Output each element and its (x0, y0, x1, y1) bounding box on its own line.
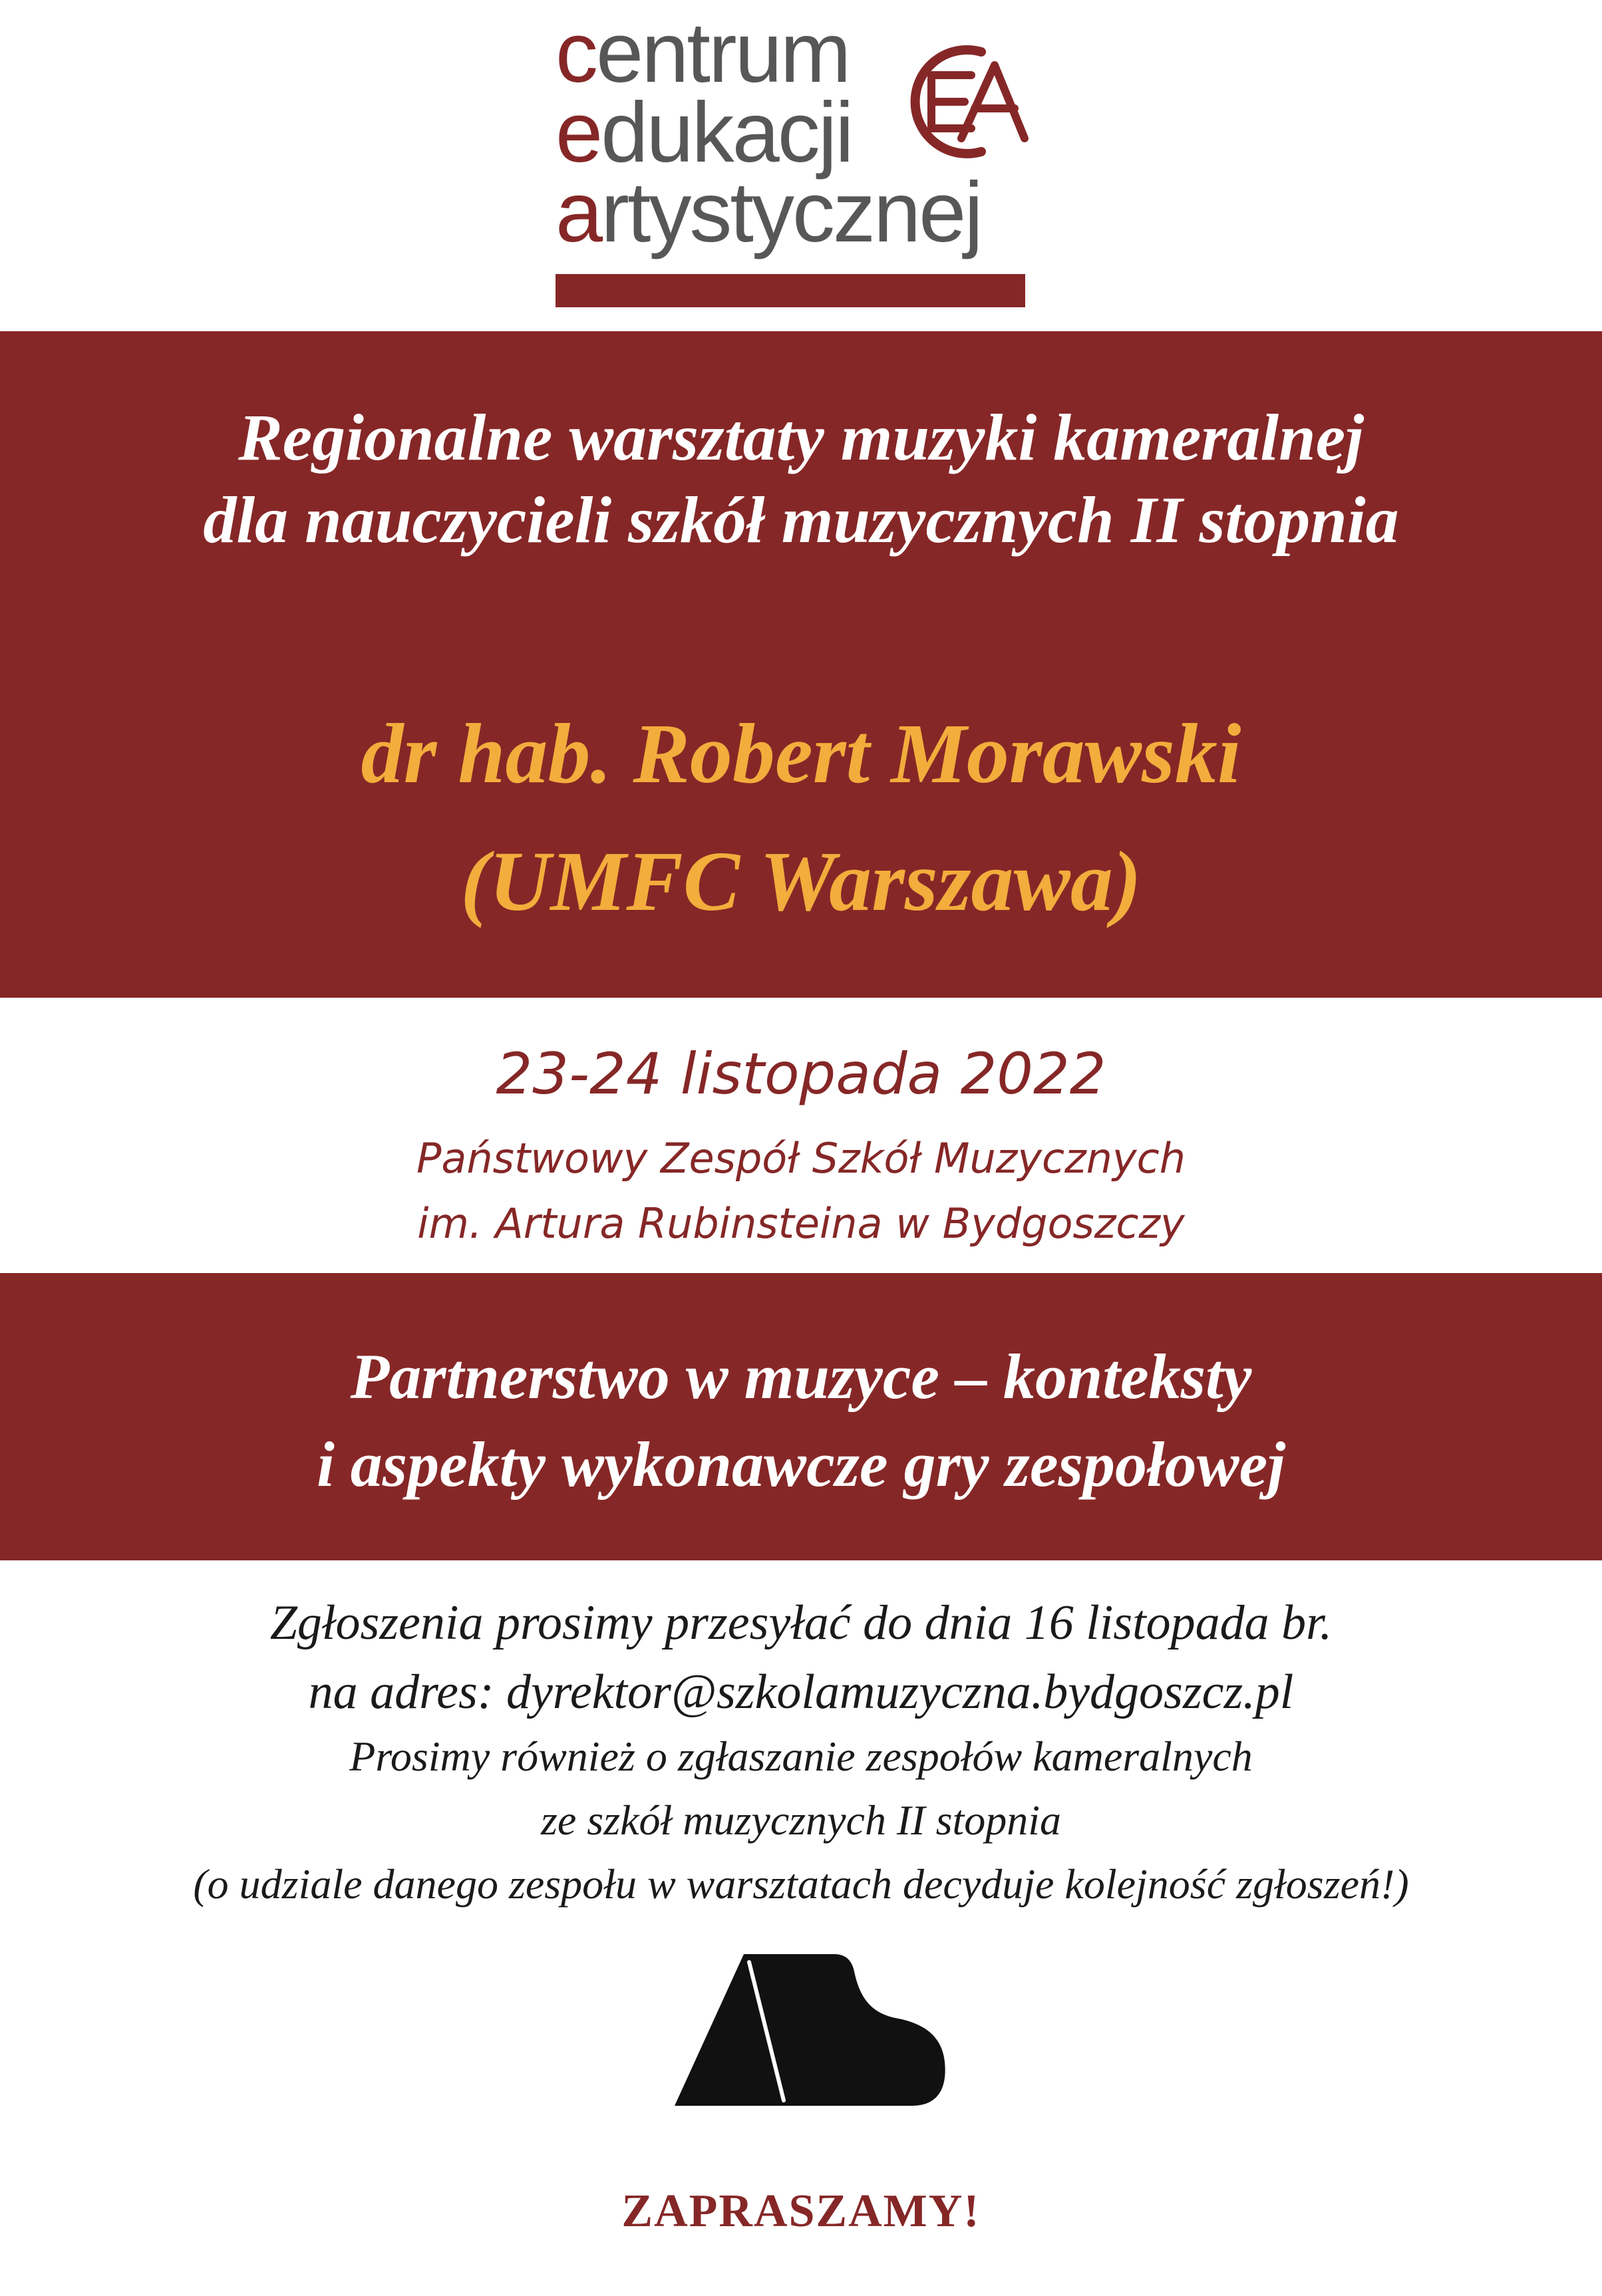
venue-line-2: im. Artura Rubinsteina w Bydgoszczy (417, 1199, 1185, 1248)
venue-line-1: Państwowy Zespół Szkół Muzycznych (416, 1134, 1186, 1183)
info-note: (o udziale danego zespołu w warsztatach decyduje kolejność zgłoszeń!) (193, 1860, 1409, 1908)
logo-line-edukacji: edukacji (556, 85, 852, 180)
title-line-2: dla nauczycieli szkół muzycznych II stopnia (203, 483, 1399, 557)
topic-line-2: i aspekty wykonawcze gry zespołowej (317, 1429, 1285, 1500)
speaker-affiliation: (UMFC Warszawa) (460, 834, 1142, 929)
topic-line-1: Partnerstwo w muzyce – konteksty (350, 1341, 1252, 1412)
logo-underline-bar (556, 274, 1025, 307)
speaker-name: dr hab. Robert Morawski (361, 706, 1241, 801)
title-line-1: Regionalne warsztaty muzyki kameralnej (238, 400, 1364, 474)
info-ensembles-2: ze szkół muzycznych II stopnia (540, 1796, 1062, 1844)
grand-piano-icon (671, 1949, 950, 2108)
cea-monogram-icon (881, 25, 1035, 178)
closing-invitation: ZAPRASZAMY! (621, 2186, 981, 2237)
info-ensembles: Prosimy również o zgłaszanie zespołów kameralnych (349, 1733, 1253, 1780)
event-date: 23-24 listopada 2022 (496, 1041, 1106, 1107)
topic-band (0, 1273, 1602, 1560)
logo-line-artystycznej: artystycznej (556, 165, 981, 260)
info-email: na adres: dyrektor@szkolamuzyczna.bydgoszcz.pl (308, 1665, 1294, 1719)
logo-line-centrum: centrum (556, 5, 850, 100)
info-deadline: Zgłoszenia prosimy przesyłać do dnia 16 listopada br. (269, 1596, 1333, 1650)
logo (556, 5, 1035, 306)
